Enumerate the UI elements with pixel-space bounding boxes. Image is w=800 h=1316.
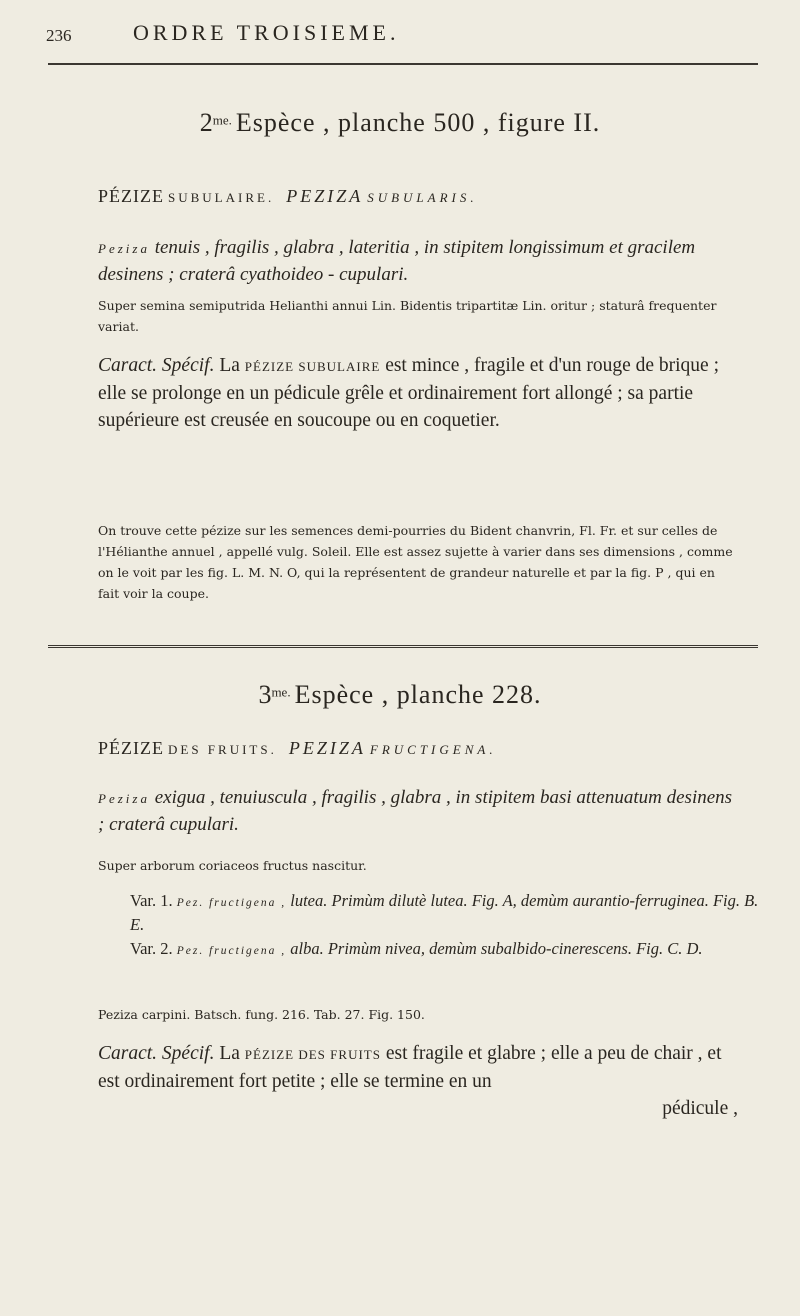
caract-name: PÉZIZE SUBULAIRE — [244, 359, 381, 374]
name-fr: PÉZIZE — [98, 738, 164, 758]
species-3-caract — [98, 1040, 738, 1122]
caract-pre: La — [219, 1043, 240, 1064]
caract-last-line: pédicule , — [662, 1098, 738, 1119]
species-3-variety-1 — [130, 890, 760, 936]
section-rule — [48, 645, 758, 648]
species-number: 3 — [258, 680, 272, 709]
running-head — [36, 20, 766, 50]
species-2-heading — [0, 108, 800, 138]
caract-pre: La — [219, 355, 240, 376]
diag-genus: Peziza — [98, 241, 150, 256]
caract-label: Caract. Spécif. — [98, 1043, 215, 1064]
species-number-sup: me. — [212, 112, 232, 128]
species-2-names — [98, 186, 478, 207]
species-heading-text: Espèce , planche 500 , figure II. — [235, 108, 601, 137]
caract-name: PÉZIZE DES FRUITS — [244, 1047, 381, 1062]
var-text: alba. Primùm nivea, demùm subalbido-cinerescens. Fig. C. D. — [290, 939, 703, 958]
species-heading-text: Espèce , planche 228. — [294, 680, 542, 709]
name-lat-epithet: SUBULARIS. — [367, 190, 478, 205]
caract-text: est mince , fragile et d'un rouge de brique ; elle se prolonge en un pédicule grêle et ordinairement fort allongé ; sa partie supérieure est creusée en soucoupe ou en coquetier. — [98, 355, 720, 431]
running-title: ORDRE TROISIEME. — [133, 20, 400, 45]
caract-text: est fragile et glabre ; elle a peu de chair , et est ordinairement fort petite ; elle se termine en un — [98, 1043, 722, 1092]
var-text: lutea. Primùm dilutè lutea. Fig. A, demùm aurantio-ferruginea. Fig. B. E. — [130, 891, 759, 934]
diag-genus: Peziza — [98, 791, 150, 806]
name-fr: PÉZIZE — [98, 186, 164, 206]
caract-label: Caract. Spécif. — [98, 355, 215, 376]
var-name: Pez. fructigena , — [176, 897, 287, 909]
species-3-synonym: Peziza carpini. Batsch. fung. 216. Tab. 27. Fig. 150. — [98, 1007, 425, 1022]
name-fr-epithet: DES FRUITS. — [168, 742, 277, 757]
name-lat: PEZIZA — [288, 738, 366, 758]
species-3-diagnosis — [98, 785, 738, 838]
name-lat-epithet: FRUCTIGENA. — [369, 742, 497, 757]
species-3-heading — [0, 680, 800, 710]
diag-text: tenuis , fragilis , glabra , lateritia , in stipitem longissimum et gracilem desinens ; craterâ cyathoideo - cupulari. — [98, 237, 696, 285]
species-3-variety-2 — [130, 938, 760, 962]
species-number-sup: me. — [271, 684, 291, 700]
name-lat: PEZIZA — [286, 186, 364, 206]
species-2-diagnosis — [98, 235, 738, 288]
page-number: 236 — [46, 26, 72, 45]
species-number: 2 — [199, 108, 213, 137]
var-label: Var. 2. — [130, 939, 173, 958]
var-label: Var. 1. — [130, 891, 173, 910]
species-2-note: On trouve cette pézize sur les semences demi-pourries du Bident chanvrin, Fl. Fr. et sur celles de l'Hélianthe annuel , appellé vulg. Soleil. Elle est assez sujette à varier dans ses dimensions , comme on le voit par les fig. L. M. N. O, qui la représentent de grandeur naturelle et par la fig. P , qui en fait voir la coupe. — [98, 523, 733, 601]
header-rule — [48, 63, 758, 65]
species-2-habitat: Super semina semiputrida Helianthi annui Lin. Bidentis tripartitæ Lin. oritur ; staturâ frequenter variat. — [98, 298, 717, 334]
name-fr-epithet: SUBULAIRE. — [168, 190, 275, 205]
var-name: Pez. fructigena , — [176, 945, 287, 957]
species-2-caract — [98, 352, 738, 434]
species-3-habitat: Super arborum coriaceos fructus nascitur. — [98, 858, 367, 873]
species-3-names — [98, 738, 497, 759]
diag-text: exigua , tenuiuscula , fragilis , glabra , in stipitem basi attenuatum desinens ; craterâ cupulari. — [98, 787, 733, 835]
